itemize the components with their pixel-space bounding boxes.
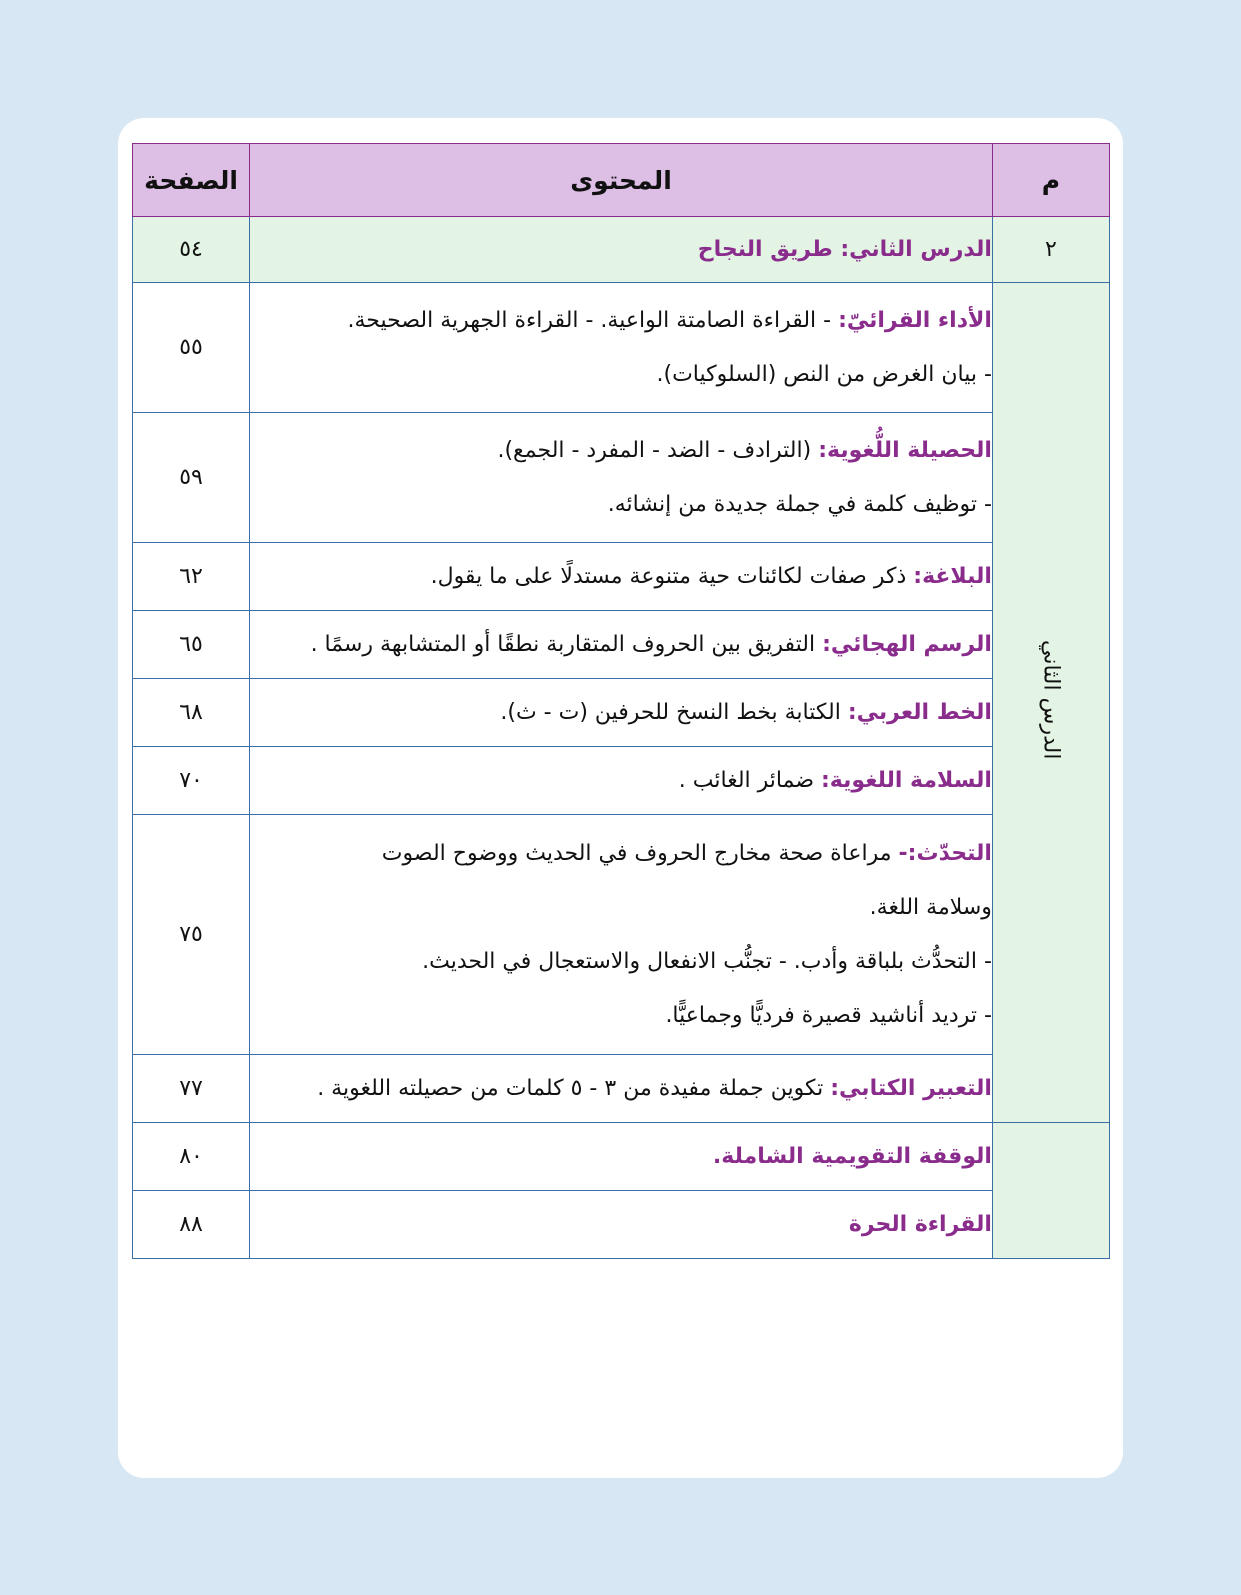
row-label: التحدّث:- [898,840,992,866]
table-row [133,283,1110,413]
row-content [250,543,993,611]
row-page: ٧٥ [133,815,250,1055]
table-row [133,413,1110,543]
row-text: التفريق بين الحروف المتقاربة نطقًا أو المتشابهة رسمًا . [310,631,816,657]
row-label: الوقفة التقويمية الشاملة. [712,1143,992,1169]
row-text: - التحدُّث بلباقة وأدب. - تجنُّب الانفعال والاستعجال في الحديث. [422,948,992,974]
row-page: ٧٠ [133,747,250,815]
row-text: ذكر صفات لكائنات حية متنوعة مستدلًا على ما يقول. [430,563,907,589]
table-row [133,543,1110,611]
row-text: (الترادف - الضد - المفرد - الجمع). [497,437,812,463]
row-content [250,413,993,543]
row-content [250,679,993,747]
row-label: الرسم الهجائي: [822,631,992,657]
table-row [133,815,1110,1055]
row-page: ٦٥ [133,611,250,679]
table-row [133,1055,1110,1123]
row-text: - القراءة الصامتة الواعية. - القراءة الجهرية الصحيحة. [347,307,832,333]
row-text: - توظيف كلمة في جملة جديدة من إنشائه. [607,491,992,517]
row-label: الحصيلة اللُّغوية: [818,437,992,463]
row-text: - ترديد أناشيد قصيرة فرديًّا وجماعيًّا. [665,1002,992,1028]
row-label: البلاغة: [913,563,992,589]
row-text: مراعاة صحة مخارج الحروف في الحديث ووضوح الصوت [381,840,892,866]
row-content [250,611,993,679]
row-text: تكوين جملة مفيدة من ٣ - ٥ كلمات من حصيلته اللغوية . [317,1075,824,1101]
row-label: الخط العربي: [847,699,992,725]
row-page: ٦٨ [133,679,250,747]
header-page: الصفحة [133,144,250,217]
table-header-row [133,144,1110,217]
row-content [250,1055,993,1123]
side-label: الدرس الثاني [1038,639,1064,760]
row-content [250,747,993,815]
lesson-title: الدرس الثاني: طريق النجاح [697,236,992,262]
table-row [133,1191,1110,1259]
row-text: ضمائر الغائب . [678,767,814,793]
row-content [250,1191,993,1259]
row-content [250,283,993,413]
header-number: م [992,144,1109,217]
row-page: ٦٢ [133,543,250,611]
row-text: الكتابة بخط النسخ للحرفين (ت - ث). [500,699,841,725]
row-label: التعبير الكتابي: [830,1075,992,1101]
row-content [250,1123,993,1191]
row-content [250,815,993,1055]
row-label: السلامة اللغوية: [821,767,992,793]
row-page: ٧٧ [133,1055,250,1123]
row-page: ٨٨ [133,1191,250,1259]
lesson-number: ٢ [992,217,1109,283]
table-row [133,679,1110,747]
lesson-title-row [133,217,1110,283]
table-of-contents [132,143,1110,1259]
row-label: الأداء القرائيّ: [838,307,992,333]
header-content: المحتوى [250,144,993,217]
table-row [133,1123,1110,1191]
lesson-title-cell [250,217,993,283]
table-row [133,611,1110,679]
empty-number-cell [992,1123,1109,1259]
row-page: ٥٩ [133,413,250,543]
row-page: ٥٥ [133,283,250,413]
lesson-title-page: ٥٤ [133,217,250,283]
row-page: ٨٠ [133,1123,250,1191]
row-text: - بيان الغرض من النص (السلوكيات). [656,361,992,387]
row-text: وسلامة اللغة. [869,894,992,920]
side-label-cell [992,283,1109,1123]
row-label: القراءة الحرة [848,1211,992,1237]
table-row [133,747,1110,815]
